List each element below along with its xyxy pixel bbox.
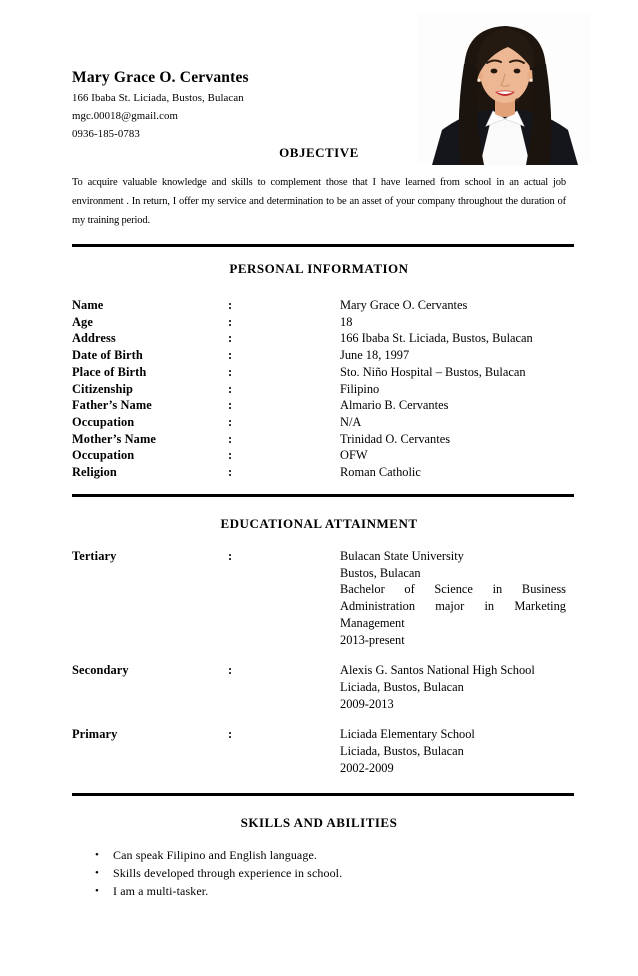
info-row [72,314,566,331]
info-colon: : [228,298,233,312]
info-colon: : [228,381,233,396]
info-colon: : [228,314,233,329]
header [72,69,249,143]
info-label: Place of Birth [72,364,147,379]
info-row [72,364,566,381]
info-colon: : [228,448,233,463]
info-value: Filipino [340,381,380,396]
education-table [72,548,566,790]
bullet-icon: • [95,849,99,861]
info-value: OFW [340,448,368,463]
info-label: Address [72,331,116,346]
info-value: 166 Ibaba St. Liciada, Bustos, Bulacan [340,331,533,346]
education-colon: : [228,549,233,563]
info-row [72,431,566,448]
info-colon: : [228,331,233,346]
education-colon: : [228,663,233,678]
skill-text: Can speak Filipino and English language. [113,848,317,862]
info-label: Name [72,298,104,312]
education-details [340,548,566,648]
education-line: 2013-present [340,632,405,647]
info-value: Roman Catholic [340,465,421,480]
section-divider [72,244,574,247]
education-level: Secondary [72,663,129,678]
info-label: Citizenship [72,381,133,396]
info-row [72,447,566,464]
info-row [72,464,566,481]
info-colon: : [228,398,233,413]
education-line: Alexis G. Santos National High School [340,663,535,678]
info-label: Date of Birth [72,348,143,363]
info-label: Father’s Name [72,398,152,413]
education-line: Liciada, Bustos, Bulacan [340,744,464,759]
education-colon: : [228,727,233,742]
info-colon: : [228,364,233,379]
education-entry [72,548,566,648]
info-colon: : [228,414,233,429]
skills-heading: SKILLS AND ABILITIES [240,815,398,830]
section-divider [72,793,574,796]
info-value: Almario B. Cervantes [340,398,449,413]
info-value: Sto. Niño Hospital – Bustos, Bulacan [340,364,526,379]
applicant-photo [418,14,590,165]
personal-information-table [72,297,566,481]
bullet-icon: • [95,884,99,897]
info-value: Mary Grace O. Cervantes [340,298,468,312]
skill-text: I am a multi-tasker. [113,883,209,898]
info-colon: : [228,348,233,363]
education-level: Tertiary [72,549,117,563]
info-row [72,330,566,347]
info-value: N/A [340,414,362,429]
education-heading: EDUCATIONAL ATTAINMENT [220,516,418,531]
education-line: Bustos, Bulacan [340,565,421,580]
info-label: Age [72,314,93,329]
objective-text: To acquire valuable knowledge and skills to complement those that I have learned from school in an actual job environment . In return, I offer my service and determination to be an asset of your company throughout the duration of my training period. [72,177,566,226]
education-entry [72,726,566,776]
info-row [72,297,566,314]
applicant-phone: 0936-185-0783 [72,128,140,140]
info-label: Occupation [72,448,135,463]
bullet-icon: • [95,866,99,879]
education-line: Bulacan State University [340,549,464,563]
section-divider [72,494,574,497]
education-details [340,662,566,712]
skills-list [95,847,566,900]
info-value: June 18, 1997 [340,348,410,363]
education-line: Liciada, Bustos, Bulacan [340,679,464,694]
applicant-email: mgc.00018@gmail.com [72,110,178,122]
skill-text: Skills developed through experience in school. [113,865,343,880]
info-value: Trinidad O. Cervantes [340,431,451,446]
skill-item [95,883,566,901]
personal-information-heading: PERSONAL INFORMATION [229,261,409,276]
applicant-name: Mary Grace O. Cervantes [72,69,249,86]
skill-item [95,847,566,865]
info-label: Religion [72,465,117,480]
info-row [72,414,566,431]
info-colon: : [228,465,233,480]
objective-heading: OBJECTIVE [279,145,359,160]
info-label: Occupation [72,414,135,429]
education-entry [72,662,566,712]
education-line: Bachelor of Science in Business Administration major in Marketing Management [340,582,566,630]
education-line: 2009-2013 [340,696,394,711]
info-label: Mother’s Name [72,431,156,446]
skill-item [95,865,566,883]
info-row [72,397,566,414]
education-line: Liciada Elementary School [340,727,475,742]
info-value: 18 [340,314,353,329]
education-level: Primary [72,727,118,742]
info-row [72,347,566,364]
info-row [72,381,566,398]
applicant-address: 166 Ibaba St. Liciada, Bustos, Bulacan [72,92,244,104]
applicant-photo-image [418,14,590,165]
info-colon: : [228,431,233,446]
education-line: 2002-2009 [340,760,394,775]
education-details [340,726,566,776]
